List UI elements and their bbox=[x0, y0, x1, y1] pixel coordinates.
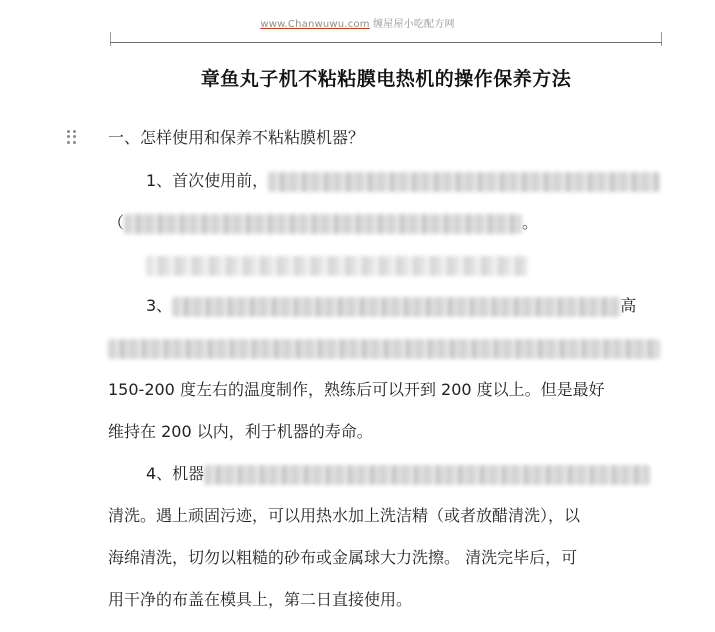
redacted-text bbox=[146, 256, 528, 276]
paragraph-1-start: 1、首次使用前， bbox=[146, 171, 269, 190]
paragraph-4-line-4: 用干净的布盖在模具上，第二日直接使用。 bbox=[108, 590, 413, 609]
paragraph-1-open-paren: （ bbox=[108, 213, 125, 232]
header-text bbox=[0, 15, 715, 30]
paragraph-3-line-4: 维持在 200 以内，利于机器的寿命。 bbox=[108, 422, 373, 441]
paragraph-2-line-1 bbox=[146, 253, 528, 277]
paragraph-3-line-1-end: 高 bbox=[620, 296, 637, 315]
paragraph-3-line-3: 150-200 度左右的温度制作，熟练后可以开到 200 度以上。但是最好 bbox=[108, 380, 605, 399]
drag-handle-icon[interactable] bbox=[67, 130, 77, 144]
redacted-text bbox=[172, 297, 620, 317]
paragraph-1-end: 。 bbox=[522, 213, 539, 232]
header-rule bbox=[110, 42, 662, 43]
paragraph-3-line-2 bbox=[108, 336, 660, 360]
document-title: 章鱼丸子机不粘粘膜电热机的操作保养方法 bbox=[200, 68, 572, 90]
paragraph-3-line-1 bbox=[146, 294, 636, 318]
paragraph-3-start: 3、 bbox=[146, 296, 173, 315]
redacted-text bbox=[204, 465, 650, 485]
paragraph-4-line-2: 清洗。遇上顽固污迹，可以用热水加上洗洁精（或者放醋清洗），以 bbox=[108, 506, 581, 525]
redacted-text bbox=[108, 339, 660, 359]
section-heading: 一、怎样使用和保养不粘粘膜机器？ bbox=[108, 128, 365, 147]
paragraph-4-line-1 bbox=[146, 462, 650, 486]
paragraph-1-line-1 bbox=[146, 169, 660, 193]
header-tagline: 缠屋屋小吃配方网 bbox=[373, 19, 455, 30]
paragraph-1-line-2 bbox=[108, 211, 538, 235]
header-site: www.Chanwuwu.com bbox=[260, 19, 370, 30]
redacted-text bbox=[268, 172, 660, 192]
crop-mark-right bbox=[661, 32, 662, 46]
paragraph-4-line-3: 海绵清洗，切勿以粗糙的砂布或金属球大力洗擦。 清洗完毕后，可 bbox=[108, 548, 578, 567]
crop-mark-left bbox=[110, 32, 111, 46]
redacted-text bbox=[124, 214, 522, 234]
paragraph-4-start: 4、机器 bbox=[146, 464, 205, 483]
